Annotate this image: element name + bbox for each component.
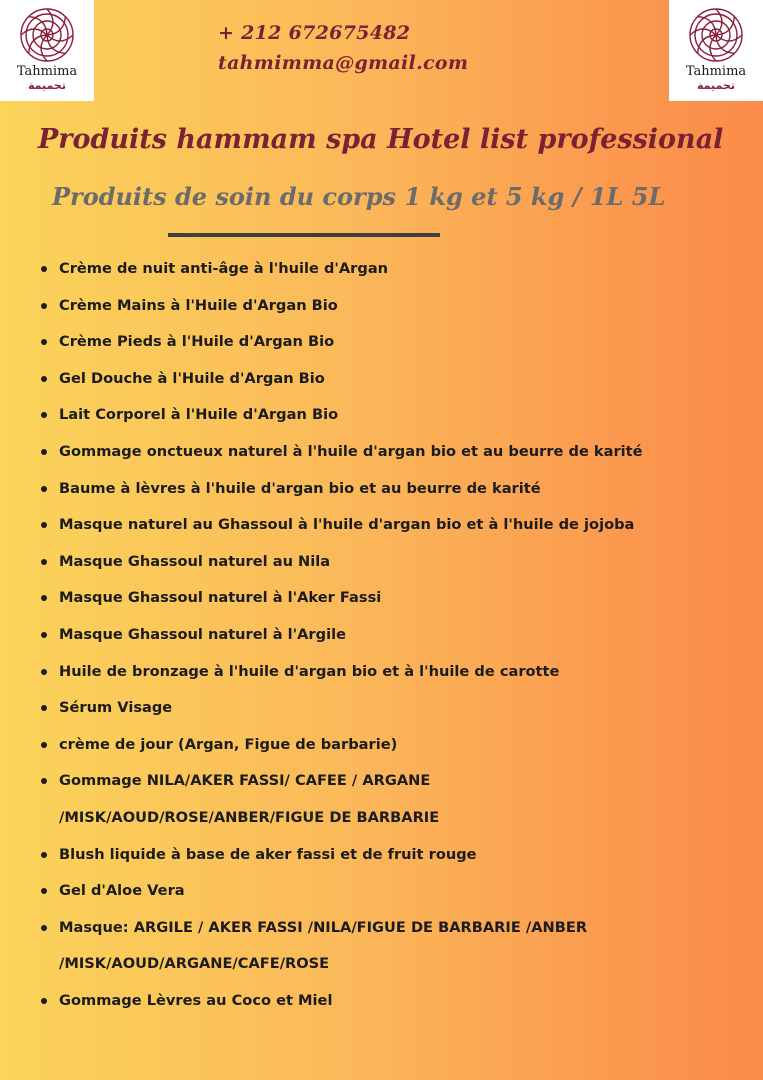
product-name: Lait Corporel à l'Huile d'Argan Bio — [59, 406, 339, 424]
list-item — [40, 324, 740, 361]
product-name: Gommage onctueux naturel à l'huile d'argan bio et au beurre de karité — [59, 442, 643, 460]
divider — [168, 233, 440, 237]
bullet-icon — [41, 998, 47, 1004]
product-name: /MISK/AOUD/ARGANE/CAFE/ROSE — [59, 955, 330, 973]
list-item — [40, 580, 740, 617]
brand-name: Tahmima — [16, 64, 78, 79]
list-item — [40, 617, 740, 654]
bullet-icon — [41, 595, 47, 601]
list-item — [40, 434, 740, 471]
product-name: crème de jour (Argan, Figue de barbarie) — [59, 735, 398, 753]
brand-name: Tahmima — [685, 64, 747, 79]
product-name: Gommage Lèvres au Coco et Miel — [59, 991, 333, 1009]
list-item — [40, 873, 740, 910]
contact-phone: + 212 672675482 — [218, 22, 411, 44]
bullet-icon — [41, 852, 47, 858]
page-title: Produits hammam spa Hotel list professional — [38, 124, 724, 155]
product-name: Gommage NILA/AKER FASSI/ CAFEE / ARGANE — [59, 772, 431, 790]
bullet-icon — [41, 412, 47, 418]
bullet-icon — [41, 522, 47, 528]
contact-email: tahmimma@gmail.com — [218, 52, 469, 74]
product-name: Masque Ghassoul naturel au Nila — [59, 552, 331, 570]
bullet-icon — [41, 449, 47, 455]
product-list — [40, 251, 740, 1019]
rosette-logo-icon — [688, 7, 744, 63]
product-name: Baume à lèvres à l'huile d'argan bio et au beurre de karité — [59, 479, 541, 497]
product-name: Crème de nuit anti-âge à l'huile d'Argan — [59, 260, 389, 277]
product-name: Gel d'Aloe Vera — [59, 882, 185, 900]
bullet-icon — [41, 376, 47, 382]
product-name: Crème Mains à l'Huile d'Argan Bio — [59, 296, 338, 314]
bullet-icon — [41, 303, 47, 309]
bullet-icon — [41, 888, 47, 894]
list-item — [40, 690, 740, 727]
bullet-icon — [41, 778, 47, 784]
product-name: /MISK/AOUD/ROSE/ANBER/FIGUE DE BARBARIE — [59, 808, 440, 826]
bullet-icon — [41, 705, 47, 711]
list-item — [40, 471, 740, 508]
list-item — [40, 654, 740, 691]
product-name: Gel Douche à l'Huile d'Argan Bio — [59, 369, 325, 387]
list-item — [40, 251, 740, 288]
bullet-icon — [41, 266, 47, 272]
rosette-logo-icon — [19, 7, 75, 63]
bullet-icon — [41, 559, 47, 565]
list-item — [40, 763, 740, 800]
bullet-icon — [41, 339, 47, 345]
bullet-icon — [41, 632, 47, 638]
brand-name-arabic: تحميمة — [697, 79, 735, 92]
list-item-continuation — [40, 946, 740, 983]
list-item — [40, 837, 740, 874]
bullet-icon — [41, 486, 47, 492]
bullet-icon — [41, 925, 47, 931]
list-item — [40, 727, 740, 764]
brand-name-arabic: تحميمة — [28, 79, 66, 92]
product-name: Masque Ghassoul naturel à l'Aker Fassi — [59, 589, 382, 607]
list-item — [40, 361, 740, 398]
list-item — [40, 544, 740, 581]
product-name: Huile de bronzage à l'huile d'argan bio et à l'huile de carotte — [59, 662, 560, 680]
product-name: Crème Pieds à l'Huile d'Argan Bio — [59, 333, 335, 351]
product-name: Sérum Visage — [59, 699, 173, 717]
product-name: Masque naturel au Ghassoul à l'huile d'argan bio et à l'huile de jojoba — [59, 516, 635, 534]
bullet-icon — [41, 742, 47, 748]
brand-logo-left — [0, 0, 94, 101]
product-name: Blush liquide à base de aker fassi et de fruit rouge — [59, 845, 477, 863]
bullet-icon — [41, 669, 47, 675]
list-item — [40, 397, 740, 434]
product-name: Masque Ghassoul naturel à l'Argile — [59, 625, 346, 643]
brand-logo-right — [669, 0, 763, 101]
list-item — [40, 507, 740, 544]
list-item — [40, 910, 740, 947]
product-name: Masque: ARGILE / AKER FASSI /NILA/FIGUE DE BARBARIE /ANBER — [59, 918, 588, 936]
list-item-continuation — [40, 800, 740, 837]
page-subtitle: Produits de soin du corps 1 kg et 5 kg / 1L 5L — [52, 182, 666, 211]
list-item — [40, 288, 740, 325]
list-item — [40, 983, 740, 1020]
